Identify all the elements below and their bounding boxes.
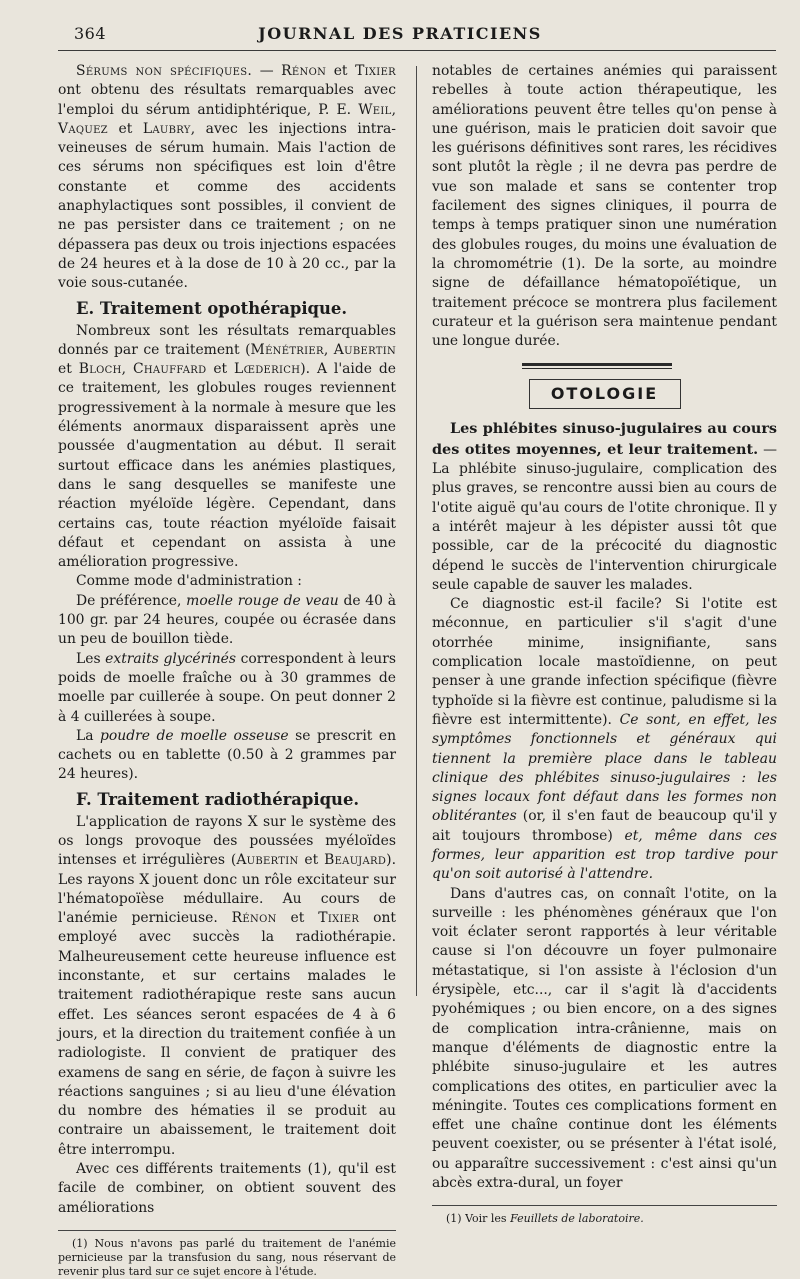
page-number: 364	[74, 24, 107, 43]
paragraph-diagnostic: Ce diagnostic est-il facile? Si l'otite est méconnue, en particulier s'il s'agit d'une otorrhée minime, insignifiante, sans complication locale mastoïdienne, on peut penser à une grande infection spécifique (fièvre typhoïde si la fièvre est continue, paludisme si la fièvre est intermittente). Ce sont, en effet, les symptômes fonctionnels et généraux qui tiennent la première place dans le tableau clinique des phlébites sinuso-jugulaires : les signes locaux font défaut dans les formes non oblitérantes (or, il s'en faut de beaucoup qu'il y ait toujours thrombose) et, même dans ces formes, leur apparition est trop tardive pour qu'on soit autorisé à l'attendre.	[432, 596, 777, 883]
paragraph-ameliorations: notables de certaines anémies qui paraissent rebelles à toute action thérapeutique, les améliorations peuvent être telles qu'on pense à une guérison, mais le praticien doit savoir que les guérisons définitives sont rares, les récidives sont plutôt la règle ; il ne devra pas perdre de vue son malade et sans se contenter trop facilement des signes cliniques, il pourra de temps à temps pratiquer sinon une numération des globules rouges, du moins une évaluation de la chromométrie (1). De la sorte, au moindre signe de défaillance hématopoïétique, un traitement précoce se montrera plus facilement curateur et la guérison sera maintenue pendant une longue durée.	[432, 63, 777, 350]
footnote-rule	[58, 1230, 396, 1231]
header-rule	[58, 50, 776, 51]
paragraph-serums: Sérums non spécifiques. — Rénon et Tixier ont obtenu des résultats remarquables avec l'emploi du sérum antidiphtérique, P. E. Weil, Vaquez et Laubry, avec les injections intra-veineuses de sérum humain. Mais l'action de ces sérums non spécifiques est loin d'être constante et comme des accidents anaphylactiques sont possibles, il convient de ne pas persister dans ce traitement ; on ne dépassera pas deux ou trois injections espacées de 24 heures et à la dose de 10 à 20 cc., par la voie sous-cutanée.	[58, 63, 396, 292]
paragraph-poudre: La poudre de moelle osseuse se prescrit en cachets ou en tablette (0.50 à 2 grammes par 24 heures).	[58, 727, 397, 783]
paragraph-moelle-rouge: De préférence, moelle rouge de veau de 40 à 100 gr. par 24 heures, coupée ou écrasée dans un peu de bouillon tiède.	[58, 592, 396, 648]
paragraph-extraits: Les extraits glycérinés correspondent à leurs poids de moelle fraîche ou à 30 grammes de moelle par cuillerée à soupe. On peut donner 2 à 4 cuillerées à soupe.	[58, 650, 396, 725]
left-column	[58, 62, 397, 1278]
right-column	[432, 62, 777, 1226]
paragraph-differents-traitements: Avec ces différents traitements (1), qu'il est facile de combiner, on obtient souvent des améliorations	[58, 1161, 396, 1216]
paragraph-opotherapie: Nombreux sont les résultats remarquables donnés par ce traitement (Ménétrier, Aubertin et Bloch, Chauffard et Lœderich). A l'aide de ce traitement, les globules rouges reviennent progressivement à la normale à mesure que les éléments anormaux disparaissent après une poussée d'augmentation au début. Il serait surtout efficace dans les anémies plastiques, dans le sang desquelles se manifeste une réaction myéloïde légère. Cependant, dans certains cas, toute réaction myéloïde faisait défaut et cependant on assista à une amélioration progressive.	[58, 322, 396, 571]
footnote-rule-right	[432, 1205, 777, 1206]
section-rule	[432, 363, 777, 369]
footnote-left: (1) Nous n'avons pas parlé du traitement de l'anémie pernicieuse par la transfusion du sang, nous réservant de revenir plus tard sur ce sujet encore à l'étude.	[58, 1236, 396, 1278]
column-divider	[416, 66, 417, 996]
journal-title: JOURNAL DES PRATICIENS	[258, 24, 542, 43]
paragraph-phlebites: Les phlébites sinuso-jugulaires au cours des otites moyennes, et leur traitement. — La phlébite sinuso-jugulaire, complication des plus graves, se rencontre aussi bien au cours de l'otite aiguë qu'au cours de l'otite chronique. Il y a intérêt majeur à les dépister aussi tôt que possible, car de la précocité du diagnostic dépend le succès de l'intervention chirurgicale seule capable de sauver les malades.	[432, 420, 777, 593]
heading-opotherapique: E. Traitement opothérapique.	[76, 298, 348, 318]
section-title-otologie: OTOLOGIE	[529, 379, 681, 409]
footnote-right: (1) Voir les Feuillets de laboratoire.	[446, 1212, 644, 1226]
paragraph-mode-administration: Comme mode d'administration :	[76, 573, 302, 590]
paragraph-radiotherapie: L'application de rayons X sur le système des os longs provoque des poussées myéloïdes intenses et irrégulières (Aubertin et Beaujard). Les rayons X jouent donc un rôle excitateur sur l'hématopoïèse médullaire. Au cours de l'anémie pernicieuse. Rénon et Tixier ont employé avec succès la radiothérapie. Malheureusement cette heureuse influence est inconstante, et sur certains malades le traitement radiothérapique reste sans aucun effet. Les séances seront espacées de 4 à 6 jours, et la direction du traitement confiée à un radiologiste. Il convient de pratiquer des examens de sang en série, de façon à suivre les réactions sanguines ; si au lieu d'une élévation du nombre des hématies il se produit au contraire un abaissement, le traitement doit être interrompu.	[58, 813, 397, 1158]
page-header	[0, 24, 800, 46]
paragraph-autres-cas: Dans d'autres cas, on connaît l'otite, on la surveille : les phénomènes généraux que l'on voit éclater seront rapportés à leur véritable cause si l'on découvre un foyer pulmonaire métastatique, si l'on assiste à l'éclosion d'un érysipèle, etc..., car il s'agit là d'accidents pyohémiques ; ou bien encore, on a des signes de complication intra-crânienne, mais on manque d'éléments de diagnostic entre la phlébite sinuso-jugulaire et les autres complications des otites, en particulier avec la méningite. Toutes ces complications forment en effet une chaîne continue dont les éléments peuvent coexister, ou se présenter à l'état isolé, ou apparaître successivement : c'est ainsi qu'un abcès extra-dural, un foyer	[432, 885, 777, 1192]
heading-radiotherapique: F. Traitement radiothérapique.	[76, 789, 360, 809]
